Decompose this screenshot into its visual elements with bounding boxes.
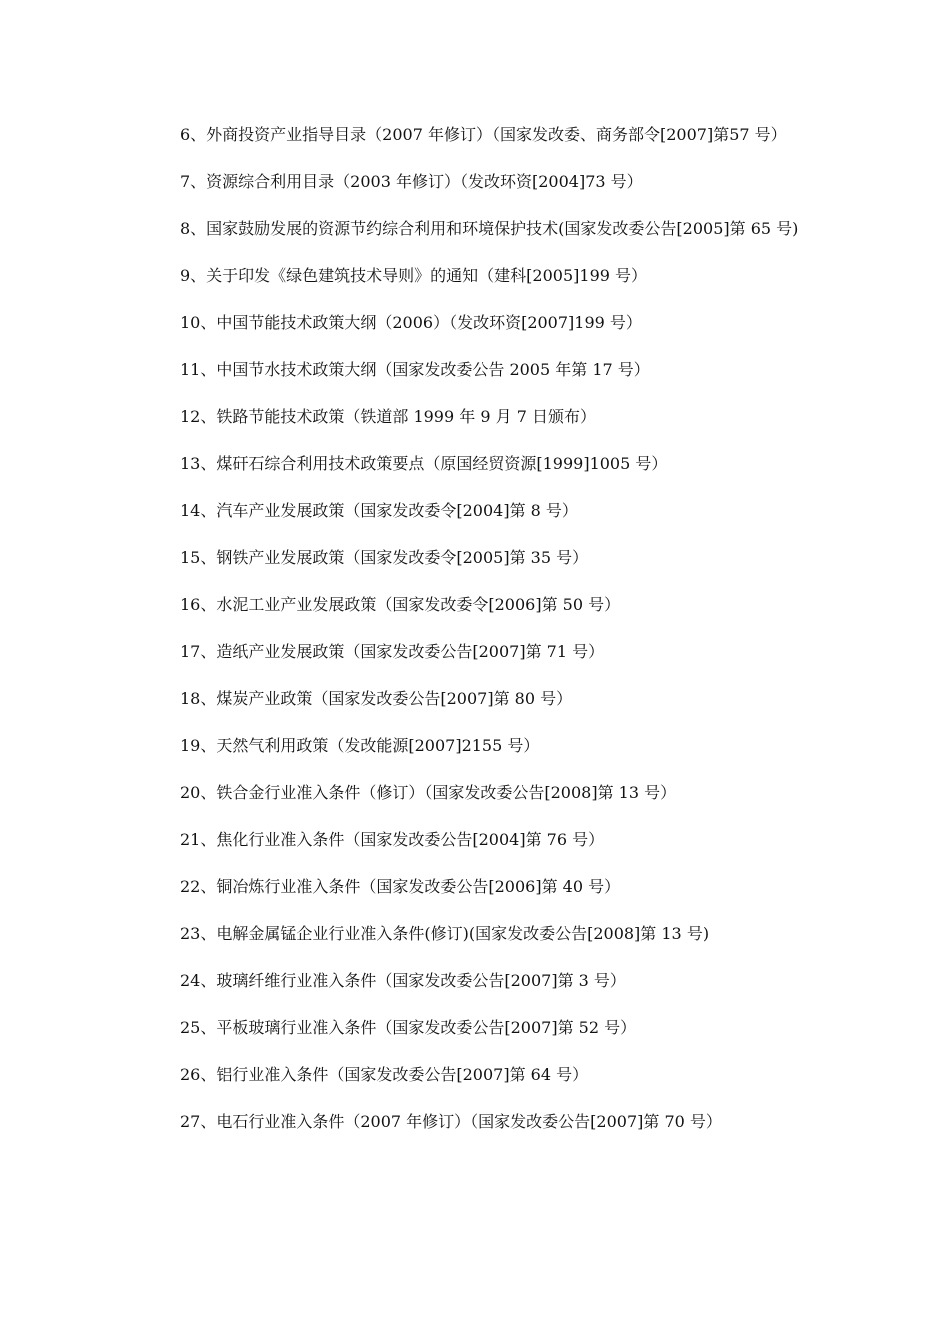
list-item: 20、铁合金行业准入条件（修订）（国家发改委公告[2008]第 13 号） bbox=[180, 783, 677, 802]
list-item: 16、水泥工业产业发展政策（国家发改委令[2006]第 50 号） bbox=[180, 595, 621, 614]
list-item: 18、煤炭产业政策（国家发改委公告[2007]第 80 号） bbox=[180, 689, 573, 708]
list-item: 21、焦化行业准入条件（国家发改委公告[2004]第 76 号） bbox=[180, 830, 605, 849]
list-item: 7、资源综合利用目录（2003 年修订）（发改环资[2004]73 号） bbox=[180, 172, 643, 191]
list-item: 19、天然气利用政策（发改能源[2007]2155 号） bbox=[180, 736, 540, 755]
list-item: 8、国家鼓励发展的资源节约综合利用和环境保护技术(国家发改委公告[2005]第 65 号) bbox=[180, 219, 799, 238]
list-item: 11、中国节水技术政策大纲（国家发改委公告 2005 年第 17 号） bbox=[180, 360, 650, 379]
list-item: 25、平板玻璃行业准入条件（国家发改委公告[2007]第 52 号） bbox=[180, 1018, 637, 1037]
list-item: 26、铝行业准入条件（国家发改委公告[2007]第 64 号） bbox=[180, 1065, 589, 1084]
list-item: 9、关于印发《绿色建筑技术导则》的通知（建科[2005]199 号） bbox=[180, 266, 648, 285]
list-item: 22、铜冶炼行业准入条件（国家发改委公告[2006]第 40 号） bbox=[180, 877, 621, 896]
list-item: 14、汽车产业发展政策（国家发改委令[2004]第 8 号） bbox=[180, 501, 578, 520]
regulation-list bbox=[144, 123, 812, 1134]
list-item: 27、电石行业准入条件（2007 年修订）（国家发改委公告[2007]第 70 号） bbox=[180, 1112, 722, 1131]
list-item: 10、中国节能技术政策大纲（2006）（发改环资[2007]199 号） bbox=[180, 313, 642, 332]
list-item: 23、电解金属锰企业行业准入条件(修订)(国家发改委公告[2008]第 13 号) bbox=[180, 924, 710, 943]
list-item: 15、钢铁产业发展政策（国家发改委令[2005]第 35 号） bbox=[180, 548, 589, 567]
list-item: 6、外商投资产业指导目录（2007 年修订）（国家发改委、商务部令[2007]第57 号） bbox=[180, 125, 787, 144]
list-item: 13、煤矸石综合利用技术政策要点（原国经贸资源[1999]1005 号） bbox=[180, 454, 668, 473]
list-item: 24、玻璃纤维行业准入条件（国家发改委公告[2007]第 3 号） bbox=[180, 971, 626, 990]
list-item: 12、铁路节能技术政策（铁道部 1999 年 9 月 7 日颁布） bbox=[180, 407, 596, 426]
list-item: 17、造纸产业发展政策（国家发改委公告[2007]第 71 号） bbox=[180, 642, 605, 661]
